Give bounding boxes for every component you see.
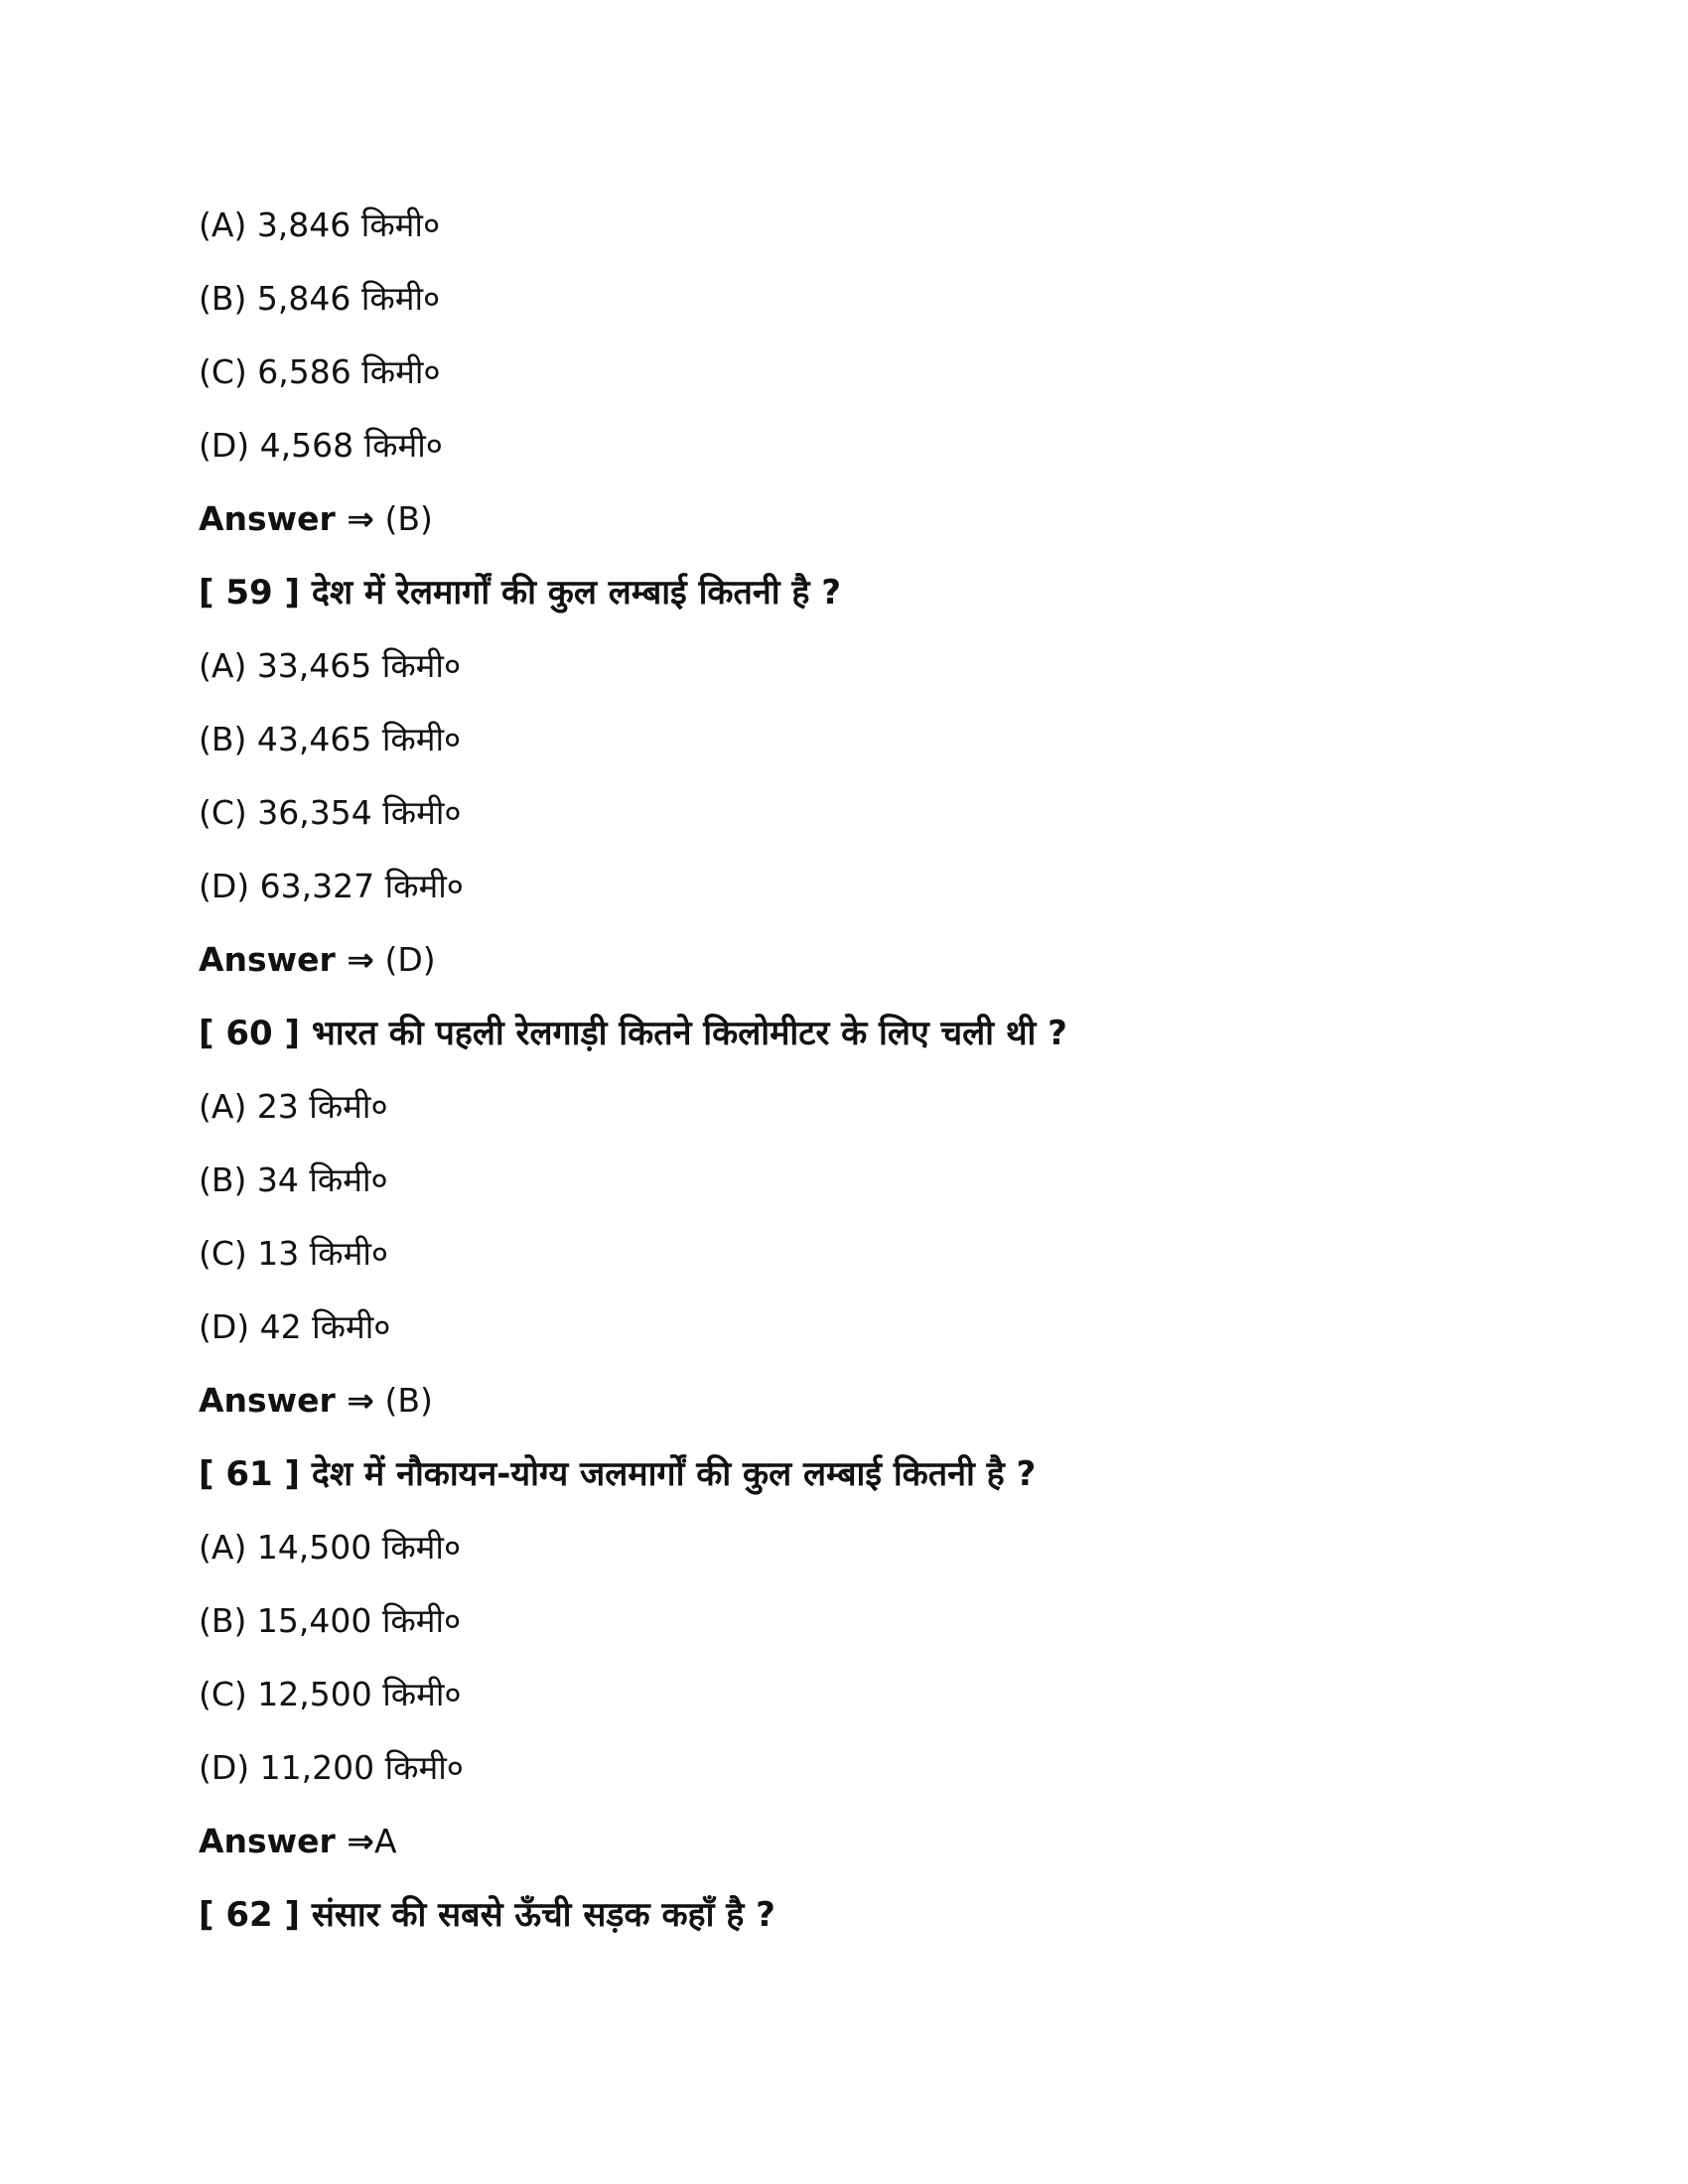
- option-b: (B) 15,400 किमी०: [199, 1601, 462, 1640]
- option-a: (A) 23 किमी०: [199, 1087, 388, 1126]
- answer-value: (D): [373, 940, 436, 979]
- answer-label: Answer ⇒: [199, 499, 374, 538]
- answer-label: Answer ⇒: [199, 940, 374, 979]
- option-b: (B) 34 किमी०: [199, 1160, 388, 1199]
- option-d: (D) 11,200 किमी०: [199, 1748, 464, 1787]
- question-59: [ 59 ] देश में रेलमार्गों की कुल लम्बाई कितनी है ?: [199, 573, 841, 613]
- answer-line: [199, 1364, 1589, 1437]
- question-62: [ 62 ] संसार की सबसे ऊँची सड़क कहाँ है ?: [199, 1895, 775, 1935]
- answer-line: [199, 482, 1589, 556]
- option-d: (D) 42 किमी०: [199, 1307, 391, 1346]
- question-page: [199, 189, 1589, 1952]
- answer-value: (B): [373, 1381, 433, 1420]
- answer-label: Answer ⇒: [199, 1822, 374, 1860]
- option-c: (C) 12,500 किमी०: [199, 1675, 462, 1713]
- option-b: (B) 5,846 किमी०: [199, 279, 441, 318]
- option-b: (B) 43,465 किमी०: [199, 720, 462, 758]
- question-61: [ 61 ] देश में नौकायन-योग्य जलमार्गों की कुल लम्बाई कितनी है ?: [199, 1454, 1037, 1494]
- option-a: (A) 14,500 किमी०: [199, 1528, 462, 1567]
- answer-value: A: [373, 1822, 397, 1860]
- answer-line: [199, 1805, 1589, 1878]
- answer-label: Answer ⇒: [199, 1381, 374, 1420]
- option-a: (A) 33,465 किमी०: [199, 646, 462, 685]
- option-d: (D) 4,568 किमी०: [199, 426, 443, 465]
- answer-value: (B): [373, 499, 433, 538]
- question-60: [ 60 ] भारत की पहली रेलगाड़ी कितने किलोमीटर के लिए चली थी ?: [199, 1014, 1067, 1053]
- option-c: (C) 13 किमी०: [199, 1234, 389, 1273]
- option-c: (C) 6,586 किमी०: [199, 352, 441, 391]
- option-c: (C) 36,354 किमी०: [199, 793, 462, 832]
- answer-line: [199, 923, 1589, 997]
- option-d: (D) 63,327 किमी०: [199, 867, 464, 905]
- option-a: (A) 3,846 किमी०: [199, 205, 441, 244]
